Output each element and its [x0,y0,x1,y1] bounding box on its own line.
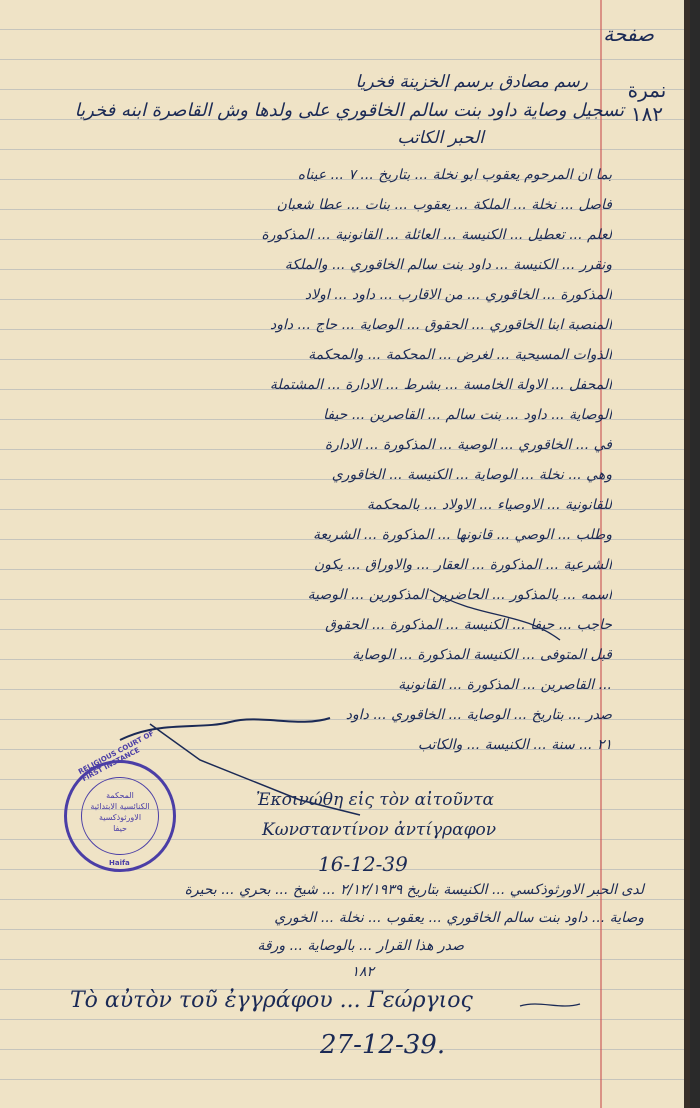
body-line: الشرعية ... المذكورة ... العقار ... والاوراق ... يكون [313,557,612,573]
body-line: وطلب ... الوصي ... قانونها ... المذكورة ... الشريعة [312,527,612,543]
pen-stroke [520,1004,580,1006]
stamp-ring-text: RELIGIOUS COURT OF FIRST INSTANCE [77,729,156,784]
page-label: صفحة [603,22,654,46]
margin-word: نمرة [627,78,667,102]
stamp-line: المحكمة [106,791,134,800]
stamp-center [81,777,159,855]
body-line: ... القاصرين ... المذكورة ... القانونية [398,677,612,693]
footer-line: صدر هذا القرار ... بالوصاية ... ورقة [257,938,464,954]
heading-line-2: تسجيل وصاية داود بنت سالم الخاقوري على ولدها وش القاصرة ابنه فخريا [74,100,624,121]
body-line: حاجب ... حيفا ... الكنيسة ... المذكورة ... الحقوق [325,617,612,633]
greek-note-line-1: Ἐκοινώθη εἰς τὸν αἰτοῦντα [256,790,494,810]
footer-number: ١٨٢ [351,964,374,980]
footer-line: لدى الحبر الاورثوذكسي ... الكنيسة بتاريخ ٢/١٢/١٩٣٩ ... شيخ ... بحري ... بحيرة [184,882,644,898]
pen-stroke [430,590,560,640]
body-line: لعلم ... تعطيل ... الكنيسة ... العائلة ... القانونية ... المذكورة [261,227,612,243]
body-line: المنصبة ابنا الخاقوري ... الحقوق ... الوصاية ... حاج ... داود [269,317,612,333]
body-line: ونقرر ... الكنيسة ... داود بنت سالم الخاقوري ... والملكة [284,257,612,273]
body-line: وهي ... نخلة ... الوصاية ... الكنيسة ... الخاقوري [331,467,612,483]
body-line: اسمه ... بالمذكور ... الحاضرين المذكورين ... الوصية [307,587,612,603]
court-stamp [64,729,176,872]
stamp-line: الاورثوذكسية [98,813,142,822]
heading-line-1: رسم مصادق برسم الخزينة فخريا [355,72,588,92]
greek-note-date: 16-12-39 [318,852,408,876]
footer-greek-date: 27-12-39. [320,1030,446,1060]
margin-number: ١٨٢ [630,102,664,126]
footer-line: وصاية ... داود بنت سالم الخاقوري ... يعقوب ... نخلة ... الخوري [274,910,644,926]
body-line: ٢١ ... سنة ... الكنيسة ... والكاتب [417,737,612,753]
body-line: الوصاية ... داود ... بنت سالم ... القاصرين ... حيفا [323,407,612,423]
body-line: فاصل ... نخلة ... الملكة ... يعقوب ... بنات ... عطا شعبان [276,197,612,213]
body-line: المحفل ... الاولة الخامسة ... بشرط ... الادارة ... المشتملة [269,377,612,393]
body-line: قبل المتوفى ... الكنيسة المذكورة ... الوصاية [352,647,612,663]
footer-greek-line: Τὸ αὐτὸν τοῦ ἐγγράφου ... Γεώργιος [70,988,473,1013]
body-line: صدر ... بتاريخ ... الوصاية ... الخاقوري ... داود [345,707,612,723]
body-line: بما ان المرحوم يعقوب ابو نخلة ... بتاريخ ... ٧ ... عيناه [297,167,612,183]
stamp-line: الكنائسية الابتدائية [90,802,150,811]
body-line: للقانونية ... الاوصياء ... الاولاد ... بالمحكمة [366,497,612,513]
body-line: المذكورة ... الخاقوري ... من الاقارب ... داود ... اولاد [304,287,612,303]
stamp-city: Haifa [109,859,130,867]
body-line: في ... الخاقوري ... الوصية ... المذكورة ... الادارة [324,437,612,453]
stamp-line: حيفا [113,824,127,833]
body-line: الذوات المسيحية ... لغرض ... المحكمة ... والمحكمة [308,347,612,363]
heading-line-3: الحبر الكاتب [397,128,484,148]
greek-note-line-2: Κωνσταντίνον ἀντίγραφον [262,820,497,840]
